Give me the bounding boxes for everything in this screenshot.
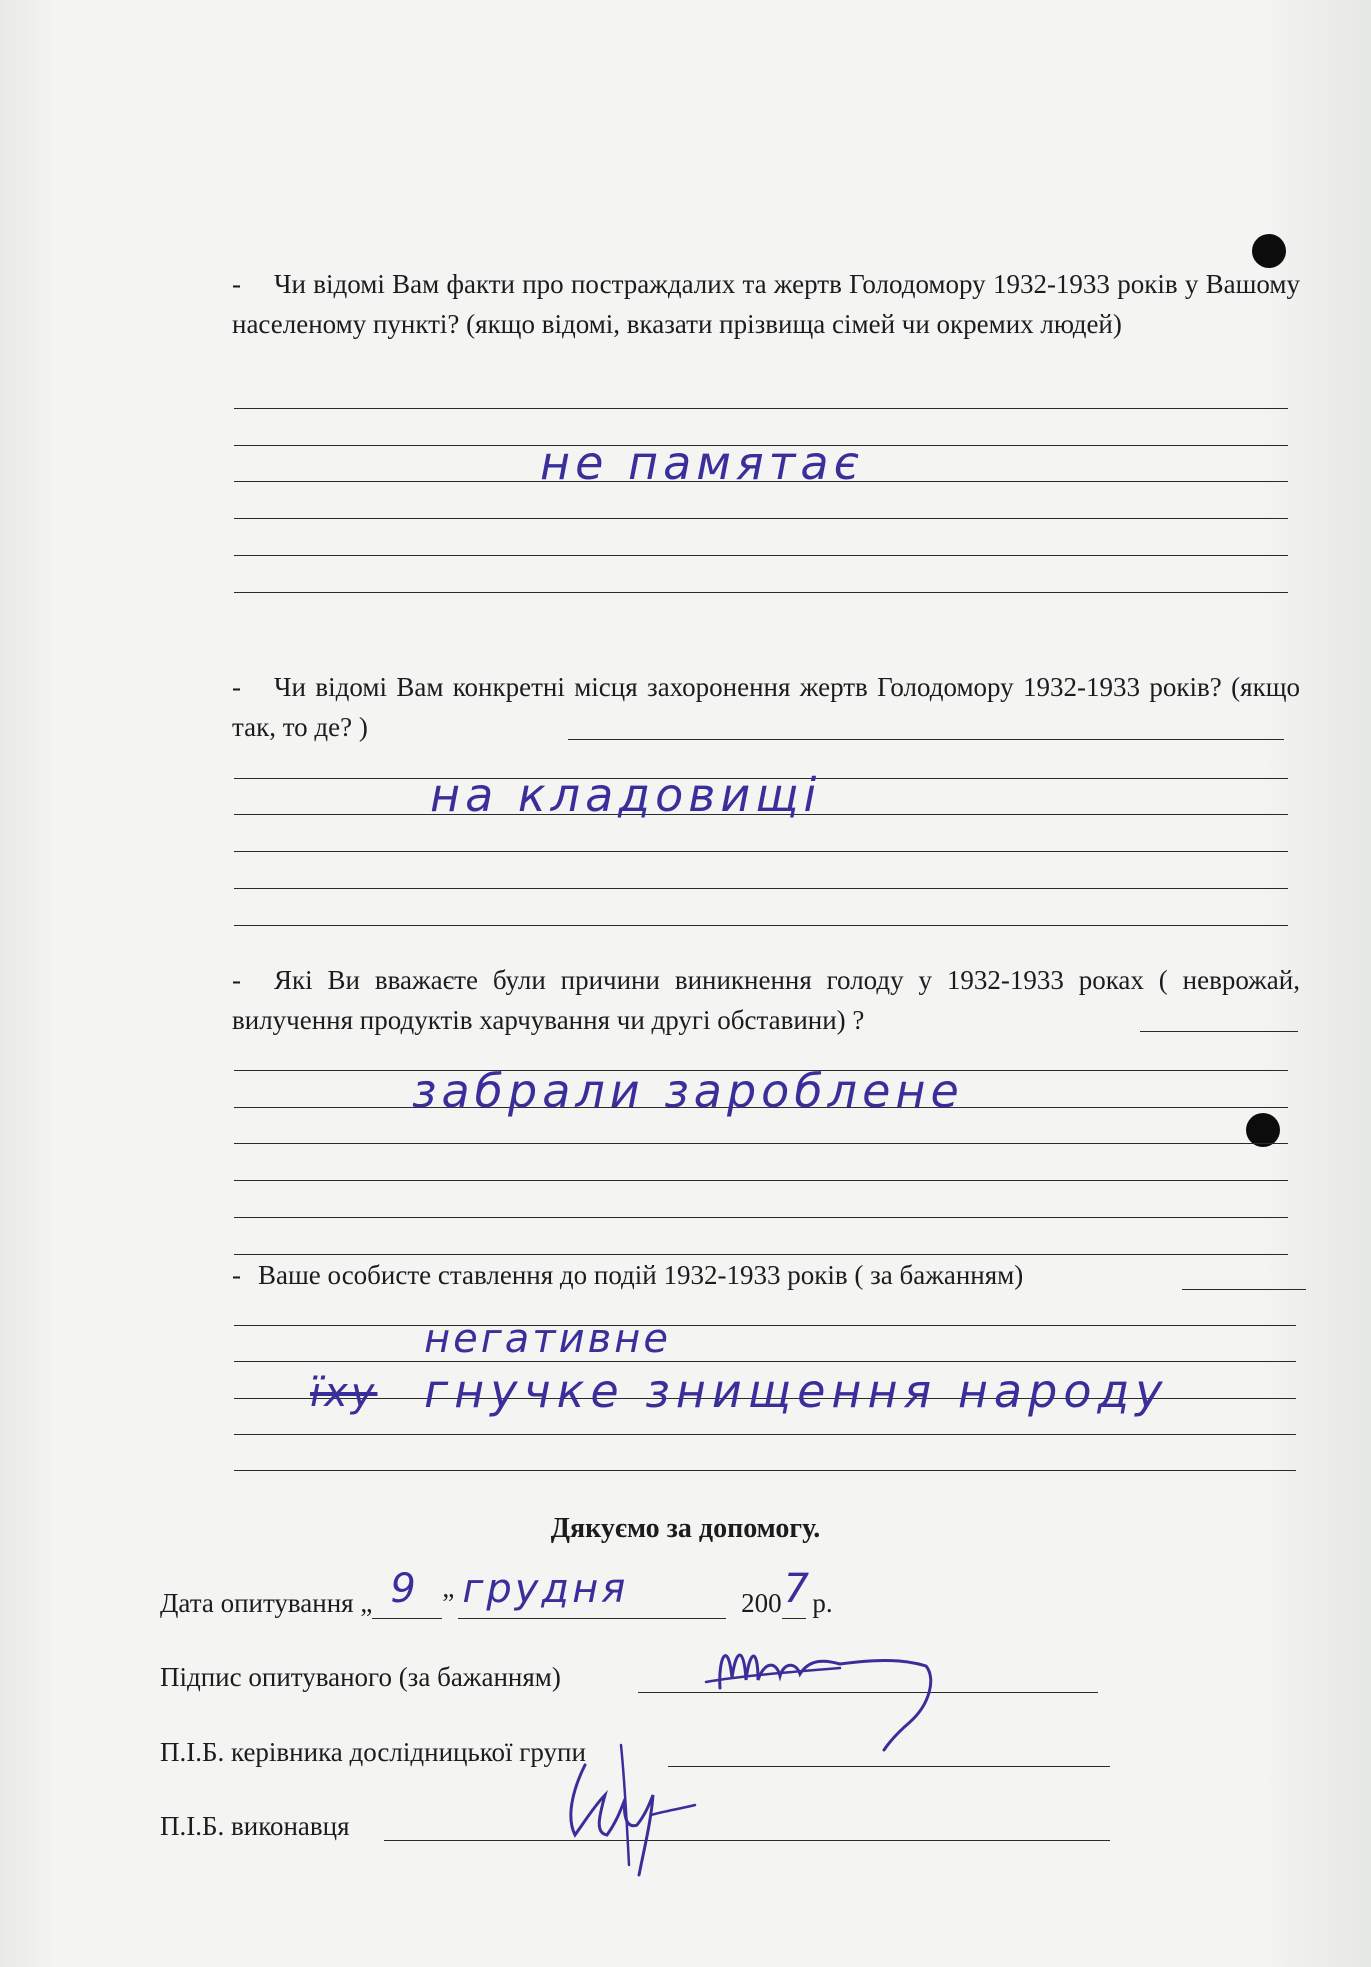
question-burials: - Чи відомі Вам конкретні місця захоронення жертв Голодомору 1932-1933 років? (якщо так, то де? ): [232, 672, 1300, 742]
question-text: Які Ви вважаєте були причини виникнення голоду у 1932-1933 роках ( неврожай, вилучення продуктів харчування чи другі обставини) ?: [232, 965, 1300, 1035]
question-causes: - Які Ви вважаєте були причини виникнення голоду у 1932-1933 роках ( неврожай, вилучення продуктів харчування чи другі обставини) ?: [232, 965, 1300, 1035]
answer-line: [234, 1361, 1296, 1362]
date-day: 9: [390, 1566, 419, 1612]
answer-line: [234, 518, 1288, 519]
answer-line: [234, 408, 1288, 409]
date-label: Дата опитування „: [160, 1588, 373, 1618]
question-attitude: - Ваше особисте ставлення до подій 1932-1933 років ( за бажанням): [232, 1260, 1024, 1290]
signature-row: [160, 1662, 561, 1693]
answer-line: [234, 1325, 1296, 1326]
handwritten-crossed-word: їху: [310, 1370, 378, 1416]
question-text: Чи відомі Вам факти про постраждалих та жертв Голодомору 1932-1933 років у Вашому населеному пункті? (якщо відомі, вказати прізвища сімей чи окремих людей): [232, 269, 1300, 339]
answer-line: [234, 1143, 1288, 1144]
date-row: [160, 1566, 833, 1619]
question-text: Ваше особисте ставлення до подій 1932-1933 років ( за бажанням): [258, 1260, 1024, 1290]
question-victims: - Чи відомі Вам факти про постраждалих та жертв Голодомору 1932-1933 років у Вашому населеному пункті? (якщо відомі, вказати прізвища сімей чи окремих людей): [232, 269, 1300, 339]
date-quote: ”: [442, 1588, 455, 1618]
handwritten-answer-victims: не памятає: [540, 436, 864, 490]
handwritten-answer-attitude-2: гнучке знищення народу: [424, 1364, 1169, 1418]
answer-line: [234, 1217, 1288, 1218]
executor-line: [384, 1840, 1110, 1841]
executor-signature: [555, 1725, 705, 1885]
answer-line: [1182, 1289, 1306, 1290]
date-year-prefix: 200: [741, 1588, 782, 1618]
handwritten-answer-burials: на кладовищі: [430, 768, 822, 822]
punch-hole: [1246, 1113, 1280, 1147]
answer-line: [234, 592, 1288, 593]
head-label: П.І.Б. керівника дослідницької групи: [160, 1737, 586, 1767]
answer-line: [234, 925, 1288, 926]
answer-line: [234, 1434, 1296, 1435]
respondent-signature: [700, 1618, 940, 1758]
answer-line: [234, 1180, 1288, 1181]
date-year-digit: 7: [783, 1566, 813, 1612]
answer-line: [234, 555, 1288, 556]
handwritten-answer-causes: забрали зароблене: [412, 1064, 964, 1118]
date-month: грудня: [462, 1566, 629, 1612]
answer-line: [234, 888, 1288, 889]
punch-hole: [1252, 234, 1286, 268]
answer-line: [568, 739, 1284, 740]
question-text: Чи відомі Вам конкретні місця захоронення жертв Голодомору 1932-1933 років? (якщо так, то де? ): [232, 672, 1300, 742]
executor-label: П.І.Б. виконавця: [160, 1811, 350, 1841]
answer-line: [1140, 1031, 1298, 1032]
thanks-note: Дякуємо за допомогу.: [550, 1513, 821, 1544]
head-row: [160, 1737, 586, 1768]
answer-line: [234, 1470, 1296, 1471]
signature-label: Підпис опитуваного (за бажанням): [160, 1662, 561, 1692]
answer-line: [234, 851, 1288, 852]
handwritten-answer-attitude-1: негативне: [424, 1316, 671, 1362]
head-line: [668, 1766, 1110, 1767]
date-suffix: р.: [812, 1588, 833, 1618]
executor-row: [160, 1811, 350, 1842]
